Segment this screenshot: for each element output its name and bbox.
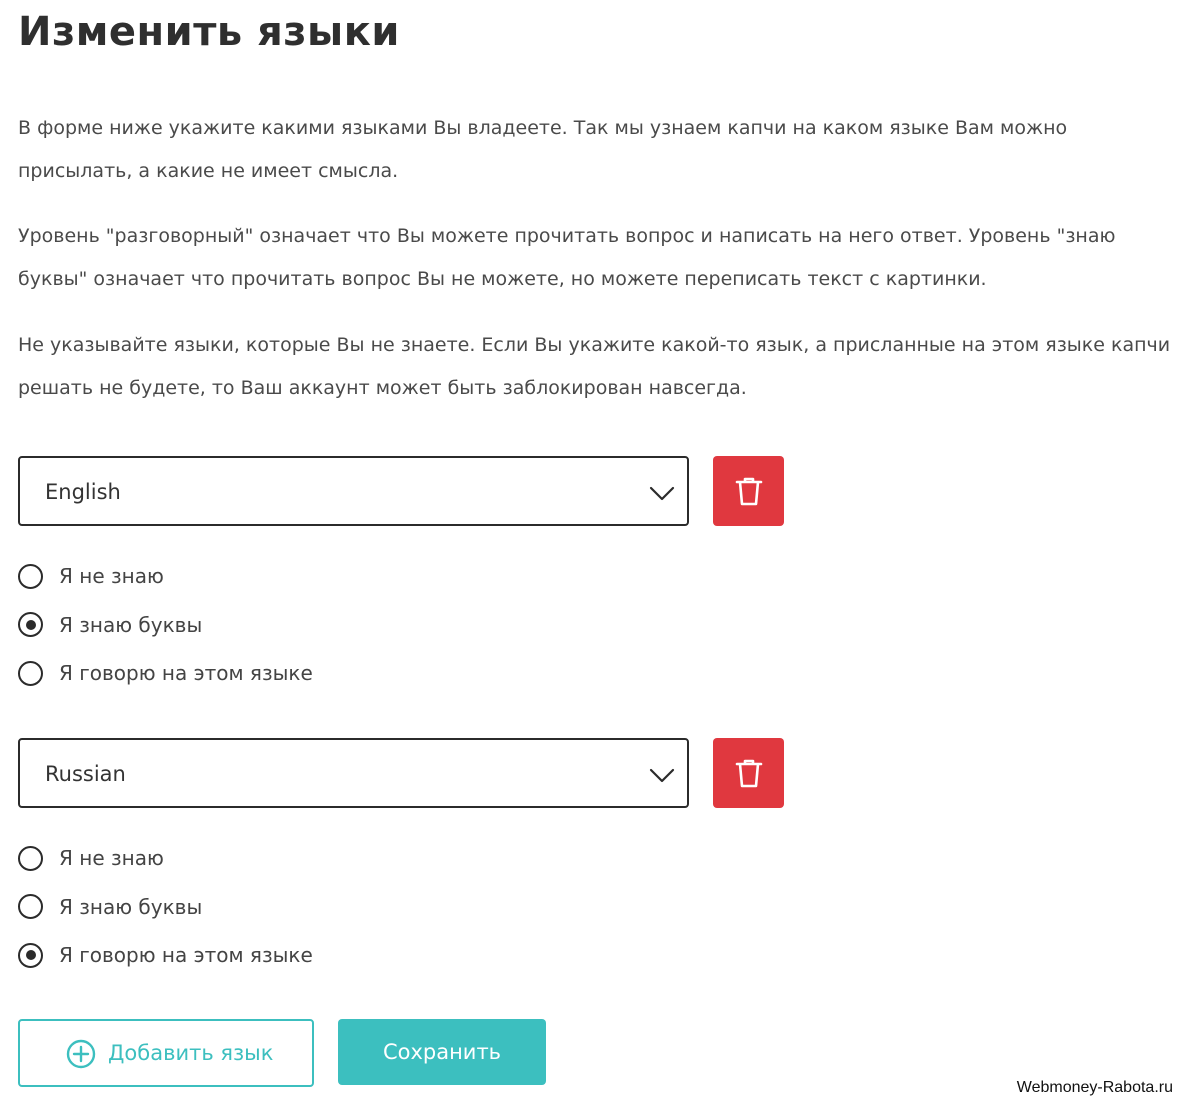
- chevron-down-icon: [649, 762, 675, 788]
- intro-paragraph: В форме ниже укажите какими языками Вы владеете. Так мы узнаем капчи на каком языке Вам можно присылать, а какие не имеет смысла.: [18, 117, 1068, 182]
- delete-language-button[interactable]: [713, 456, 784, 526]
- radio-option-dont-know[interactable]: [18, 834, 618, 883]
- radio-option-know-letters[interactable]: [18, 601, 618, 650]
- radio-label: Я знаю буквы: [59, 894, 203, 919]
- radio-option-speak[interactable]: [18, 931, 618, 980]
- page-title: Изменить языки: [18, 9, 400, 55]
- radio-label: Я не знаю: [59, 846, 164, 871]
- plus-circle-icon: [66, 1039, 96, 1069]
- language-select-value: Russian: [45, 762, 126, 786]
- radio-option-dont-know[interactable]: [18, 552, 618, 601]
- radio-button[interactable]: [18, 612, 43, 637]
- proficiency-radio-group: [18, 552, 618, 698]
- radio-button[interactable]: [18, 661, 43, 686]
- level-explanation-paragraph: Уровень "разговорный" означает что Вы можете прочитать вопрос и написать на него ответ. Уровень "знаю буквы" означает что прочитать вопрос Вы не можете, но можете переписать текст с картинки.: [18, 225, 1116, 290]
- proficiency-radio-group: [18, 834, 618, 980]
- radio-label: Я говорю на этом языке: [59, 943, 313, 968]
- radio-button[interactable]: [18, 846, 43, 871]
- radio-label: Я не знаю: [59, 564, 164, 589]
- radio-option-speak[interactable]: [18, 649, 618, 698]
- add-language-button[interactable]: [18, 1019, 314, 1087]
- radio-label: Я знаю буквы: [59, 612, 203, 637]
- chevron-down-icon: [649, 480, 675, 506]
- warning-paragraph: Не указывайте языки, которые Вы не знаете. Если Вы укажите какой-то язык, а присланные на этом языке капчи решать не будете, то Ваш аккаунт может быть заблокирован навсегда.: [18, 334, 1171, 399]
- add-language-label: Добавить язык: [108, 1041, 274, 1065]
- radio-option-know-letters[interactable]: [18, 883, 618, 932]
- radio-button[interactable]: [18, 564, 43, 589]
- delete-language-button[interactable]: [713, 738, 784, 808]
- language-select[interactable]: [18, 456, 689, 526]
- save-label: Сохранить: [382, 1040, 502, 1064]
- watermark: Webmoney-Rabota.ru: [1016, 1079, 1173, 1096]
- radio-button[interactable]: [18, 894, 43, 919]
- language-select-value: English: [45, 480, 121, 504]
- save-button[interactable]: [338, 1019, 546, 1085]
- radio-button[interactable]: [18, 943, 43, 968]
- radio-label: Я говорю на этом языке: [59, 661, 313, 686]
- trash-icon: [734, 475, 764, 507]
- language-select[interactable]: [18, 738, 689, 808]
- trash-icon: [734, 757, 764, 789]
